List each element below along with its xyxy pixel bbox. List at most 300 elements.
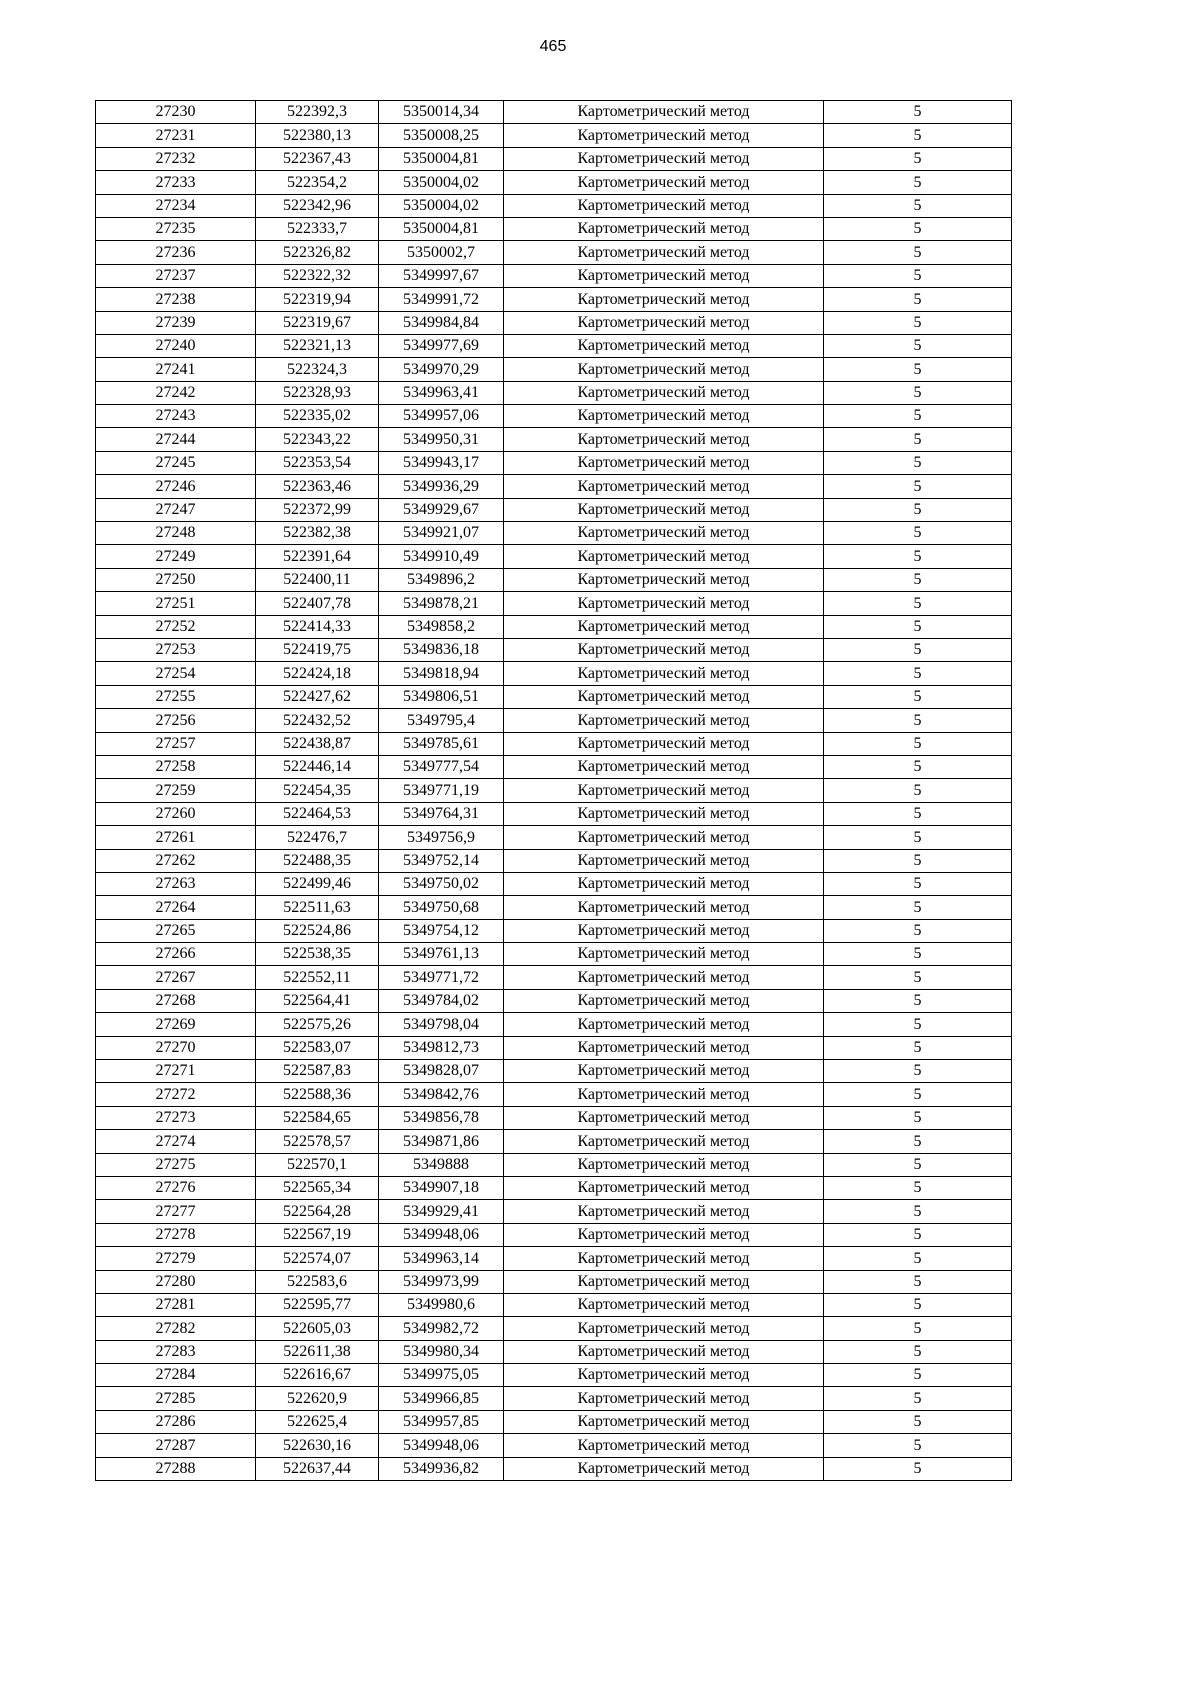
cell-x-coordinate: 522432,52	[256, 709, 379, 732]
cell-x-coordinate: 522322,32	[256, 264, 379, 287]
cell-point-id: 27279	[96, 1247, 256, 1270]
cell-y-coordinate: 5349977,69	[379, 334, 504, 357]
cell-method: Картометрический метод	[504, 638, 824, 661]
cell-method: Картометрический метод	[504, 1060, 824, 1083]
cell-y-coordinate: 5349842,76	[379, 1083, 504, 1106]
cell-method: Картометрический метод	[504, 358, 824, 381]
table-row	[96, 217, 1012, 240]
cell-accuracy-code: 5	[824, 568, 1012, 591]
cell-y-coordinate: 5349754,12	[379, 919, 504, 942]
table-row	[96, 171, 1012, 194]
cell-accuracy-code: 5	[824, 685, 1012, 708]
cell-y-coordinate: 5349771,72	[379, 966, 504, 989]
cell-x-coordinate: 522367,43	[256, 147, 379, 170]
page-number: 465	[539, 38, 567, 55]
cell-method: Картометрический метод	[504, 381, 824, 404]
cell-x-coordinate: 522333,7	[256, 217, 379, 240]
cell-accuracy-code: 5	[824, 662, 1012, 685]
table-row	[96, 522, 1012, 545]
cell-method: Картометрический метод	[504, 849, 824, 872]
cell-x-coordinate: 522326,82	[256, 241, 379, 264]
cell-method: Картометрический метод	[504, 147, 824, 170]
cell-point-id: 27247	[96, 498, 256, 521]
cell-point-id: 27237	[96, 264, 256, 287]
cell-accuracy-code: 5	[824, 1270, 1012, 1293]
cell-y-coordinate: 5349818,94	[379, 662, 504, 685]
cell-y-coordinate: 5349973,99	[379, 1270, 504, 1293]
cell-point-id: 27243	[96, 405, 256, 428]
cell-x-coordinate: 522565,34	[256, 1176, 379, 1199]
cell-point-id: 27233	[96, 171, 256, 194]
cell-y-coordinate: 5349812,73	[379, 1036, 504, 1059]
cell-x-coordinate: 522354,2	[256, 171, 379, 194]
table-row	[96, 1060, 1012, 1083]
table-row	[96, 1434, 1012, 1457]
cell-method: Картометрический метод	[504, 943, 824, 966]
cell-point-id: 27277	[96, 1200, 256, 1223]
cell-y-coordinate: 5350004,02	[379, 194, 504, 217]
cell-accuracy-code: 5	[824, 358, 1012, 381]
cell-method: Картометрический метод	[504, 1130, 824, 1153]
coordinates-table-body	[96, 101, 1012, 1481]
cell-accuracy-code: 5	[824, 1130, 1012, 1153]
cell-x-coordinate: 522335,02	[256, 405, 379, 428]
cell-y-coordinate: 5349975,05	[379, 1364, 504, 1387]
cell-method: Картометрический метод	[504, 1153, 824, 1176]
cell-x-coordinate: 522611,38	[256, 1340, 379, 1363]
table-row	[96, 568, 1012, 591]
cell-accuracy-code: 5	[824, 989, 1012, 1012]
cell-method: Картометрический метод	[504, 1387, 824, 1410]
table-row	[96, 989, 1012, 1012]
cell-x-coordinate: 522414,33	[256, 615, 379, 638]
cell-method: Картометрический метод	[504, 124, 824, 147]
table-row	[96, 709, 1012, 732]
cell-accuracy-code: 5	[824, 101, 1012, 124]
cell-x-coordinate: 522454,35	[256, 779, 379, 802]
cell-accuracy-code: 5	[824, 241, 1012, 264]
cell-point-id: 27232	[96, 147, 256, 170]
cell-method: Картометрический метод	[504, 1293, 824, 1316]
cell-method: Картометрический метод	[504, 194, 824, 217]
cell-y-coordinate: 5349784,02	[379, 989, 504, 1012]
cell-accuracy-code: 5	[824, 943, 1012, 966]
cell-x-coordinate: 522499,46	[256, 872, 379, 895]
cell-y-coordinate: 5349948,06	[379, 1223, 504, 1246]
cell-method: Картометрический метод	[504, 334, 824, 357]
cell-y-coordinate: 5349836,18	[379, 638, 504, 661]
cell-x-coordinate: 522319,67	[256, 311, 379, 334]
cell-x-coordinate: 522620,9	[256, 1387, 379, 1410]
cell-accuracy-code: 5	[824, 334, 1012, 357]
cell-point-id: 27257	[96, 732, 256, 755]
cell-y-coordinate: 5349907,18	[379, 1176, 504, 1199]
cell-method: Картометрический метод	[504, 1270, 824, 1293]
cell-accuracy-code: 5	[824, 217, 1012, 240]
cell-point-id: 27265	[96, 919, 256, 942]
table-row	[96, 498, 1012, 521]
cell-method: Картометрический метод	[504, 1200, 824, 1223]
table-row	[96, 966, 1012, 989]
cell-x-coordinate: 522407,78	[256, 592, 379, 615]
cell-accuracy-code: 5	[824, 615, 1012, 638]
table-row	[96, 1013, 1012, 1036]
cell-y-coordinate: 5349957,85	[379, 1410, 504, 1433]
cell-point-id: 27261	[96, 826, 256, 849]
cell-method: Картометрический метод	[504, 755, 824, 778]
cell-x-coordinate: 522575,26	[256, 1013, 379, 1036]
cell-point-id: 27251	[96, 592, 256, 615]
cell-point-id: 27263	[96, 872, 256, 895]
cell-x-coordinate: 522564,41	[256, 989, 379, 1012]
cell-point-id: 27286	[96, 1410, 256, 1433]
cell-accuracy-code: 5	[824, 1083, 1012, 1106]
table-row	[96, 101, 1012, 124]
cell-method: Картометрический метод	[504, 896, 824, 919]
cell-method: Картометрический метод	[504, 451, 824, 474]
cell-y-coordinate: 5349752,14	[379, 849, 504, 872]
cell-x-coordinate: 522438,87	[256, 732, 379, 755]
cell-y-coordinate: 5349750,68	[379, 896, 504, 919]
table-row	[96, 615, 1012, 638]
cell-accuracy-code: 5	[824, 522, 1012, 545]
cell-accuracy-code: 5	[824, 171, 1012, 194]
cell-accuracy-code: 5	[824, 638, 1012, 661]
cell-accuracy-code: 5	[824, 498, 1012, 521]
cell-point-id: 27248	[96, 522, 256, 545]
cell-y-coordinate: 5349888	[379, 1153, 504, 1176]
cell-method: Картометрический метод	[504, 241, 824, 264]
cell-method: Картометрический метод	[504, 405, 824, 428]
table-row	[96, 264, 1012, 287]
cell-y-coordinate: 5349785,61	[379, 732, 504, 755]
cell-point-id: 27282	[96, 1317, 256, 1340]
table-row	[96, 405, 1012, 428]
cell-y-coordinate: 5349871,86	[379, 1130, 504, 1153]
cell-point-id: 27278	[96, 1223, 256, 1246]
table-row	[96, 896, 1012, 919]
cell-method: Картометрический метод	[504, 732, 824, 755]
table-row	[96, 288, 1012, 311]
table-row	[96, 662, 1012, 685]
table-row	[96, 592, 1012, 615]
cell-accuracy-code: 5	[824, 147, 1012, 170]
cell-accuracy-code: 5	[824, 475, 1012, 498]
cell-method: Картометрический метод	[504, 989, 824, 1012]
cell-y-coordinate: 5349795,4	[379, 709, 504, 732]
cell-method: Картометрический метод	[504, 1457, 824, 1480]
cell-point-id: 27266	[96, 943, 256, 966]
cell-x-coordinate: 522319,94	[256, 288, 379, 311]
table-row	[96, 802, 1012, 825]
table-row	[96, 1153, 1012, 1176]
table-row	[96, 732, 1012, 755]
cell-y-coordinate: 5349798,04	[379, 1013, 504, 1036]
cell-x-coordinate: 522464,53	[256, 802, 379, 825]
cell-point-id: 27288	[96, 1457, 256, 1480]
cell-y-coordinate: 5350002,7	[379, 241, 504, 264]
cell-y-coordinate: 5349750,02	[379, 872, 504, 895]
cell-method: Картометрический метод	[504, 171, 824, 194]
cell-method: Картометрический метод	[504, 475, 824, 498]
cell-point-id: 27284	[96, 1364, 256, 1387]
cell-accuracy-code: 5	[824, 545, 1012, 568]
cell-accuracy-code: 5	[824, 755, 1012, 778]
cell-point-id: 27256	[96, 709, 256, 732]
cell-method: Картометрический метод	[504, 592, 824, 615]
cell-y-coordinate: 5350004,81	[379, 147, 504, 170]
cell-point-id: 27272	[96, 1083, 256, 1106]
cell-accuracy-code: 5	[824, 1106, 1012, 1129]
cell-y-coordinate: 5349929,41	[379, 1200, 504, 1223]
cell-accuracy-code: 5	[824, 1457, 1012, 1480]
cell-y-coordinate: 5349764,31	[379, 802, 504, 825]
cell-point-id: 27244	[96, 428, 256, 451]
cell-x-coordinate: 522343,22	[256, 428, 379, 451]
cell-y-coordinate: 5349771,19	[379, 779, 504, 802]
cell-accuracy-code: 5	[824, 264, 1012, 287]
table-row	[96, 194, 1012, 217]
cell-y-coordinate: 5349966,85	[379, 1387, 504, 1410]
cell-accuracy-code: 5	[824, 1013, 1012, 1036]
cell-point-id: 27245	[96, 451, 256, 474]
cell-y-coordinate: 5349950,31	[379, 428, 504, 451]
table-row	[96, 779, 1012, 802]
cell-x-coordinate: 522625,4	[256, 1410, 379, 1433]
table-row	[96, 358, 1012, 381]
cell-x-coordinate: 522637,44	[256, 1457, 379, 1480]
cell-point-id: 27270	[96, 1036, 256, 1059]
cell-point-id: 27258	[96, 755, 256, 778]
coordinates-table	[95, 100, 1012, 1481]
cell-accuracy-code: 5	[824, 1153, 1012, 1176]
cell-method: Картометрический метод	[504, 311, 824, 334]
cell-x-coordinate: 522588,36	[256, 1083, 379, 1106]
cell-point-id: 27268	[96, 989, 256, 1012]
cell-accuracy-code: 5	[824, 919, 1012, 942]
cell-x-coordinate: 522605,03	[256, 1317, 379, 1340]
cell-accuracy-code: 5	[824, 896, 1012, 919]
table-row	[96, 334, 1012, 357]
cell-method: Картометрический метод	[504, 1083, 824, 1106]
cell-method: Картометрический метод	[504, 1364, 824, 1387]
cell-y-coordinate: 5349936,82	[379, 1457, 504, 1480]
cell-point-id: 27253	[96, 638, 256, 661]
cell-method: Картометрический метод	[504, 264, 824, 287]
cell-accuracy-code: 5	[824, 849, 1012, 872]
cell-x-coordinate: 522476,7	[256, 826, 379, 849]
cell-x-coordinate: 522584,65	[256, 1106, 379, 1129]
cell-y-coordinate: 5349980,34	[379, 1340, 504, 1363]
table-row	[96, 943, 1012, 966]
cell-y-coordinate: 5349991,72	[379, 288, 504, 311]
cell-y-coordinate: 5349856,78	[379, 1106, 504, 1129]
cell-y-coordinate: 5349777,54	[379, 755, 504, 778]
cell-method: Картометрический метод	[504, 101, 824, 124]
cell-point-id: 27264	[96, 896, 256, 919]
cell-method: Картометрический метод	[504, 1247, 824, 1270]
cell-y-coordinate: 5349761,13	[379, 943, 504, 966]
cell-y-coordinate: 5349929,67	[379, 498, 504, 521]
cell-point-id: 27281	[96, 1293, 256, 1316]
table-row	[96, 1083, 1012, 1106]
cell-accuracy-code: 5	[824, 311, 1012, 334]
cell-method: Картометрический метод	[504, 779, 824, 802]
table-row	[96, 1106, 1012, 1129]
table-row	[96, 1340, 1012, 1363]
cell-y-coordinate: 5349806,51	[379, 685, 504, 708]
cell-x-coordinate: 522382,38	[256, 522, 379, 545]
cell-method: Картометрический метод	[504, 1013, 824, 1036]
cell-y-coordinate: 5349921,07	[379, 522, 504, 545]
cell-x-coordinate: 522538,35	[256, 943, 379, 966]
cell-y-coordinate: 5350014,34	[379, 101, 504, 124]
cell-method: Картометрический метод	[504, 826, 824, 849]
cell-accuracy-code: 5	[824, 1247, 1012, 1270]
cell-point-id: 27250	[96, 568, 256, 591]
cell-point-id: 27252	[96, 615, 256, 638]
cell-x-coordinate: 522616,67	[256, 1364, 379, 1387]
cell-method: Картометрический метод	[504, 685, 824, 708]
cell-x-coordinate: 522587,83	[256, 1060, 379, 1083]
cell-x-coordinate: 522427,62	[256, 685, 379, 708]
cell-point-id: 27236	[96, 241, 256, 264]
cell-method: Картометрический метод	[504, 802, 824, 825]
cell-accuracy-code: 5	[824, 194, 1012, 217]
cell-x-coordinate: 522321,13	[256, 334, 379, 357]
cell-accuracy-code: 5	[824, 1410, 1012, 1433]
table-row	[96, 755, 1012, 778]
cell-y-coordinate: 5349963,14	[379, 1247, 504, 1270]
table-row	[96, 872, 1012, 895]
cell-method: Картометрический метод	[504, 1036, 824, 1059]
cell-accuracy-code: 5	[824, 779, 1012, 802]
cell-x-coordinate: 522583,6	[256, 1270, 379, 1293]
cell-point-id: 27283	[96, 1340, 256, 1363]
table-row	[96, 124, 1012, 147]
cell-y-coordinate: 5349756,9	[379, 826, 504, 849]
cell-point-id: 27273	[96, 1106, 256, 1129]
table-row	[96, 1387, 1012, 1410]
cell-point-id: 27259	[96, 779, 256, 802]
cell-accuracy-code: 5	[824, 405, 1012, 428]
table-row	[96, 685, 1012, 708]
cell-accuracy-code: 5	[824, 1387, 1012, 1410]
cell-point-id: 27285	[96, 1387, 256, 1410]
cell-x-coordinate: 522583,07	[256, 1036, 379, 1059]
cell-accuracy-code: 5	[824, 1200, 1012, 1223]
cell-accuracy-code: 5	[824, 966, 1012, 989]
table-row	[96, 1270, 1012, 1293]
table-row	[96, 241, 1012, 264]
cell-method: Картометрический метод	[504, 709, 824, 732]
cell-point-id: 27255	[96, 685, 256, 708]
cell-point-id: 27267	[96, 966, 256, 989]
cell-y-coordinate: 5349936,29	[379, 475, 504, 498]
cell-x-coordinate: 522564,28	[256, 1200, 379, 1223]
cell-accuracy-code: 5	[824, 1340, 1012, 1363]
cell-x-coordinate: 522372,99	[256, 498, 379, 521]
table-row	[96, 428, 1012, 451]
cell-accuracy-code: 5	[824, 872, 1012, 895]
table-row	[96, 1247, 1012, 1270]
cell-accuracy-code: 5	[824, 1317, 1012, 1340]
cell-accuracy-code: 5	[824, 428, 1012, 451]
cell-x-coordinate: 522524,86	[256, 919, 379, 942]
table-row	[96, 147, 1012, 170]
cell-x-coordinate: 522488,35	[256, 849, 379, 872]
cell-accuracy-code: 5	[824, 1036, 1012, 1059]
cell-x-coordinate: 522630,16	[256, 1434, 379, 1457]
cell-accuracy-code: 5	[824, 288, 1012, 311]
cell-method: Картометрический метод	[504, 288, 824, 311]
table-row	[96, 919, 1012, 942]
cell-point-id: 27246	[96, 475, 256, 498]
table-row	[96, 1457, 1012, 1480]
cell-method: Картометрический метод	[504, 1176, 824, 1199]
cell-point-id: 27230	[96, 101, 256, 124]
cell-method: Картометрический метод	[504, 662, 824, 685]
table-row	[96, 475, 1012, 498]
cell-y-coordinate: 5349910,49	[379, 545, 504, 568]
cell-point-id: 27275	[96, 1153, 256, 1176]
cell-y-coordinate: 5349878,21	[379, 592, 504, 615]
cell-point-id: 27262	[96, 849, 256, 872]
cell-method: Картометрический метод	[504, 568, 824, 591]
cell-x-coordinate: 522552,11	[256, 966, 379, 989]
table-row	[96, 1317, 1012, 1340]
cell-y-coordinate: 5349943,17	[379, 451, 504, 474]
cell-accuracy-code: 5	[824, 1060, 1012, 1083]
table-row	[96, 826, 1012, 849]
cell-accuracy-code: 5	[824, 709, 1012, 732]
table-row	[96, 849, 1012, 872]
table-row	[96, 1223, 1012, 1246]
cell-y-coordinate: 5349828,07	[379, 1060, 504, 1083]
cell-point-id: 27254	[96, 662, 256, 685]
cell-x-coordinate: 522363,46	[256, 475, 379, 498]
cell-accuracy-code: 5	[824, 451, 1012, 474]
cell-x-coordinate: 522511,63	[256, 896, 379, 919]
cell-point-id: 27269	[96, 1013, 256, 1036]
cell-point-id: 27234	[96, 194, 256, 217]
cell-accuracy-code: 5	[824, 381, 1012, 404]
cell-x-coordinate: 522446,14	[256, 755, 379, 778]
cell-accuracy-code: 5	[824, 732, 1012, 755]
cell-x-coordinate: 522353,54	[256, 451, 379, 474]
cell-x-coordinate: 522324,3	[256, 358, 379, 381]
cell-accuracy-code: 5	[824, 1434, 1012, 1457]
cell-method: Картометрический метод	[504, 545, 824, 568]
table-row	[96, 311, 1012, 334]
table-row	[96, 451, 1012, 474]
cell-point-id: 27240	[96, 334, 256, 357]
cell-y-coordinate: 5349948,06	[379, 1434, 504, 1457]
cell-method: Картометрический метод	[504, 1434, 824, 1457]
cell-method: Картометрический метод	[504, 1223, 824, 1246]
cell-point-id: 27238	[96, 288, 256, 311]
cell-x-coordinate: 522578,57	[256, 1130, 379, 1153]
cell-x-coordinate: 522392,3	[256, 101, 379, 124]
cell-y-coordinate: 5349970,29	[379, 358, 504, 381]
cell-x-coordinate: 522380,13	[256, 124, 379, 147]
cell-method: Картометрический метод	[504, 498, 824, 521]
cell-y-coordinate: 5350008,25	[379, 124, 504, 147]
cell-y-coordinate: 5349963,41	[379, 381, 504, 404]
table-row	[96, 1200, 1012, 1223]
cell-method: Картометрический метод	[504, 1410, 824, 1433]
cell-point-id: 27231	[96, 124, 256, 147]
